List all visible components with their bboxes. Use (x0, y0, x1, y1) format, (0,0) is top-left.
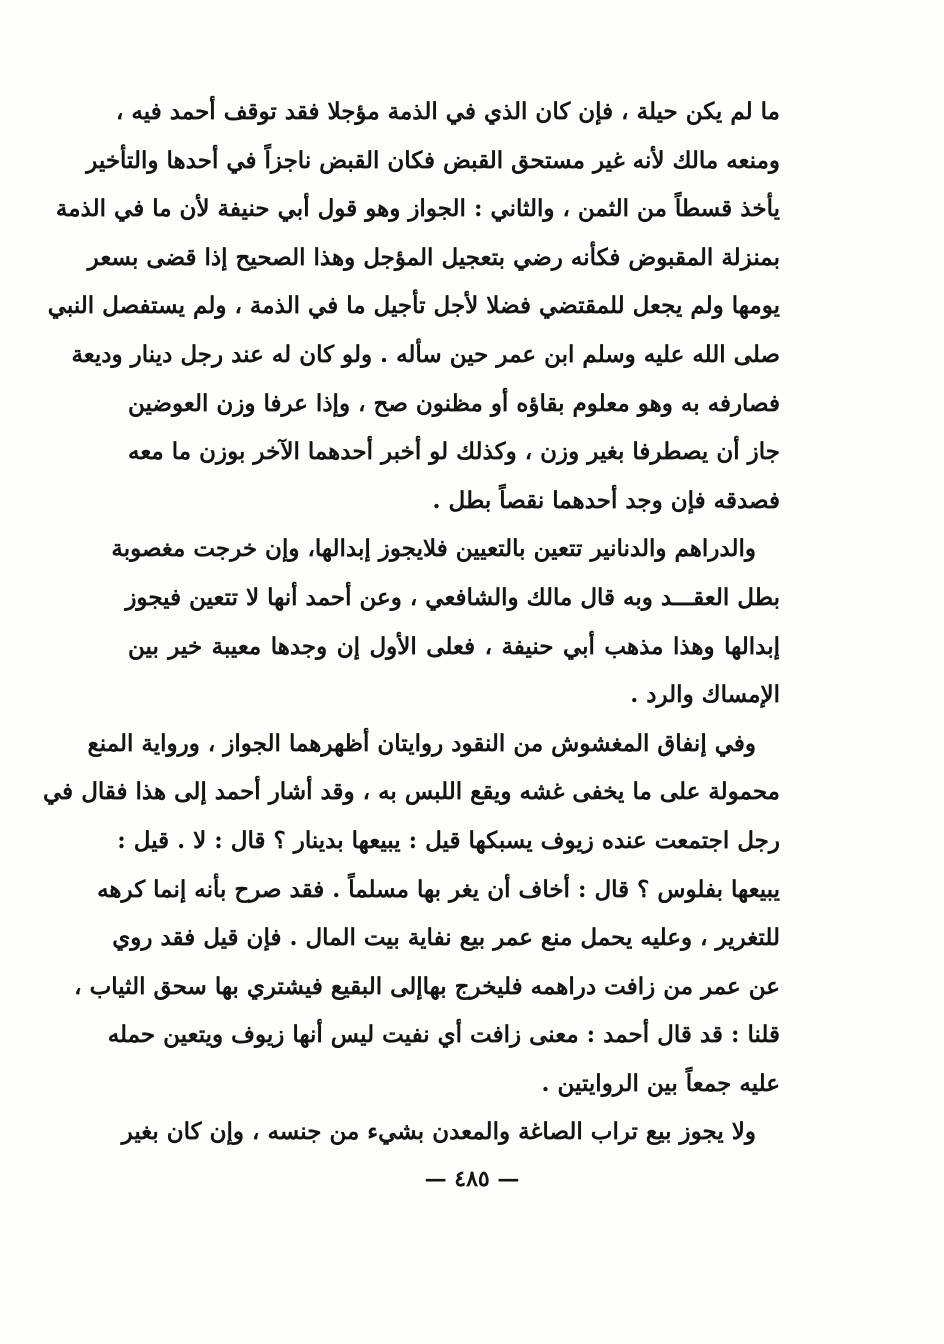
text-line: فصارفه به وهو معلوم بقاؤه أو مظنون صح ، وإذا عرفا وزن العوضين (128, 389, 780, 417)
text-line: عن عمر من زافت دراهمه فليخرج بهاإلى البقيع فيشتري بها سحق الثياب ، (74, 972, 780, 1000)
text-line: بطل العقـــد وبه قال مالك والشافعي ، وعن أحمد أنها لا تتعين فيجوز (125, 583, 780, 611)
text-line: يبيعها بفلوس ؟ قال : أخاف أن يغر بها مسلماً . فقد صرح بأنه إنما كرهه (97, 875, 780, 903)
text-line: إبدالها وهذا مذهب أبي حنيفة ، فعلى الأول إن وجدها معيبة خير بين (128, 632, 780, 660)
text-line: يومها ولم يجعل للمقتضي فضلا لأجل تأجيل ما في الذمة ، ولم يستفصل النبي (47, 292, 780, 320)
text-line: قلنا : قد قال أحمد : معنى زافت أي نفيت ليس أنها زيوف ويتعين حمله (107, 1021, 780, 1049)
text-line: ومنعه مالك لأنه غير مستحق القبض فكان القبض ناجزاً في أحدها والتأخير (86, 146, 780, 174)
text-line: صلى الله عليه وسلم ابن عمر حين سأله . ولو كان له عند رجل دينار وديعة (71, 340, 780, 368)
text-line: وفي إنفاق المغشوش من النقود روايتان أظهرهما الجواز ، ورواية المنع (87, 729, 756, 757)
text-line: ولا يجوز بيع تراب الصاغة والمعدن بشيء من جنسه ، وإن كان بغير (121, 1118, 756, 1146)
text-line: رجل اجتمعت عنده زيوف يسبكها قيل : يبيعها بدينار ؟ قال : لا . قيل : (117, 826, 780, 854)
text-line: للتغرير ، وعليه يحمل منع عمر بيع نفاية بيت المال . فإن قيل فقد روي (112, 924, 780, 952)
page-number: — ٤٨٥ — (424, 1166, 520, 1192)
text-line: بمنزلة المقبوض فكأنه رضي بتعجيل المؤجل وهذا الصحيح إذا قضى بسعر (87, 243, 780, 271)
text-line: عليه جمعاً بين الروايتين . (541, 1069, 780, 1097)
text-line: والدراهم والدنانير تتعين بالتعيين فلايجوز إبدالها، وإن خرجت مغصوبة (111, 535, 756, 563)
text-line: ما لم يكن حيلة ، فإن كان الذي في الذمة مؤجلا فقد توقف أحمد فيه ، (116, 98, 780, 125)
text-line: محمولة على ما يخفى غشه ويقع اللبس به ، وقد أشار أحمد إلى هذا فقال في (43, 778, 780, 806)
text-line: الإمساك والرد . (630, 681, 780, 709)
text-line: يأخذ قسطاً من الثمن ، والثاني : الجواز وهو قول أبي حنيفة لأن ما في الذمة (55, 195, 780, 223)
page-body-text (43, 88, 780, 1157)
text-line: جاز أن يصطرفا بغير وزن ، وكذلك لو أخبر أحدهما الآخر بوزن ما معه (128, 438, 780, 466)
text-line: فصدقه فإن وجد أحدهما نقصاً بطل . (432, 486, 780, 514)
